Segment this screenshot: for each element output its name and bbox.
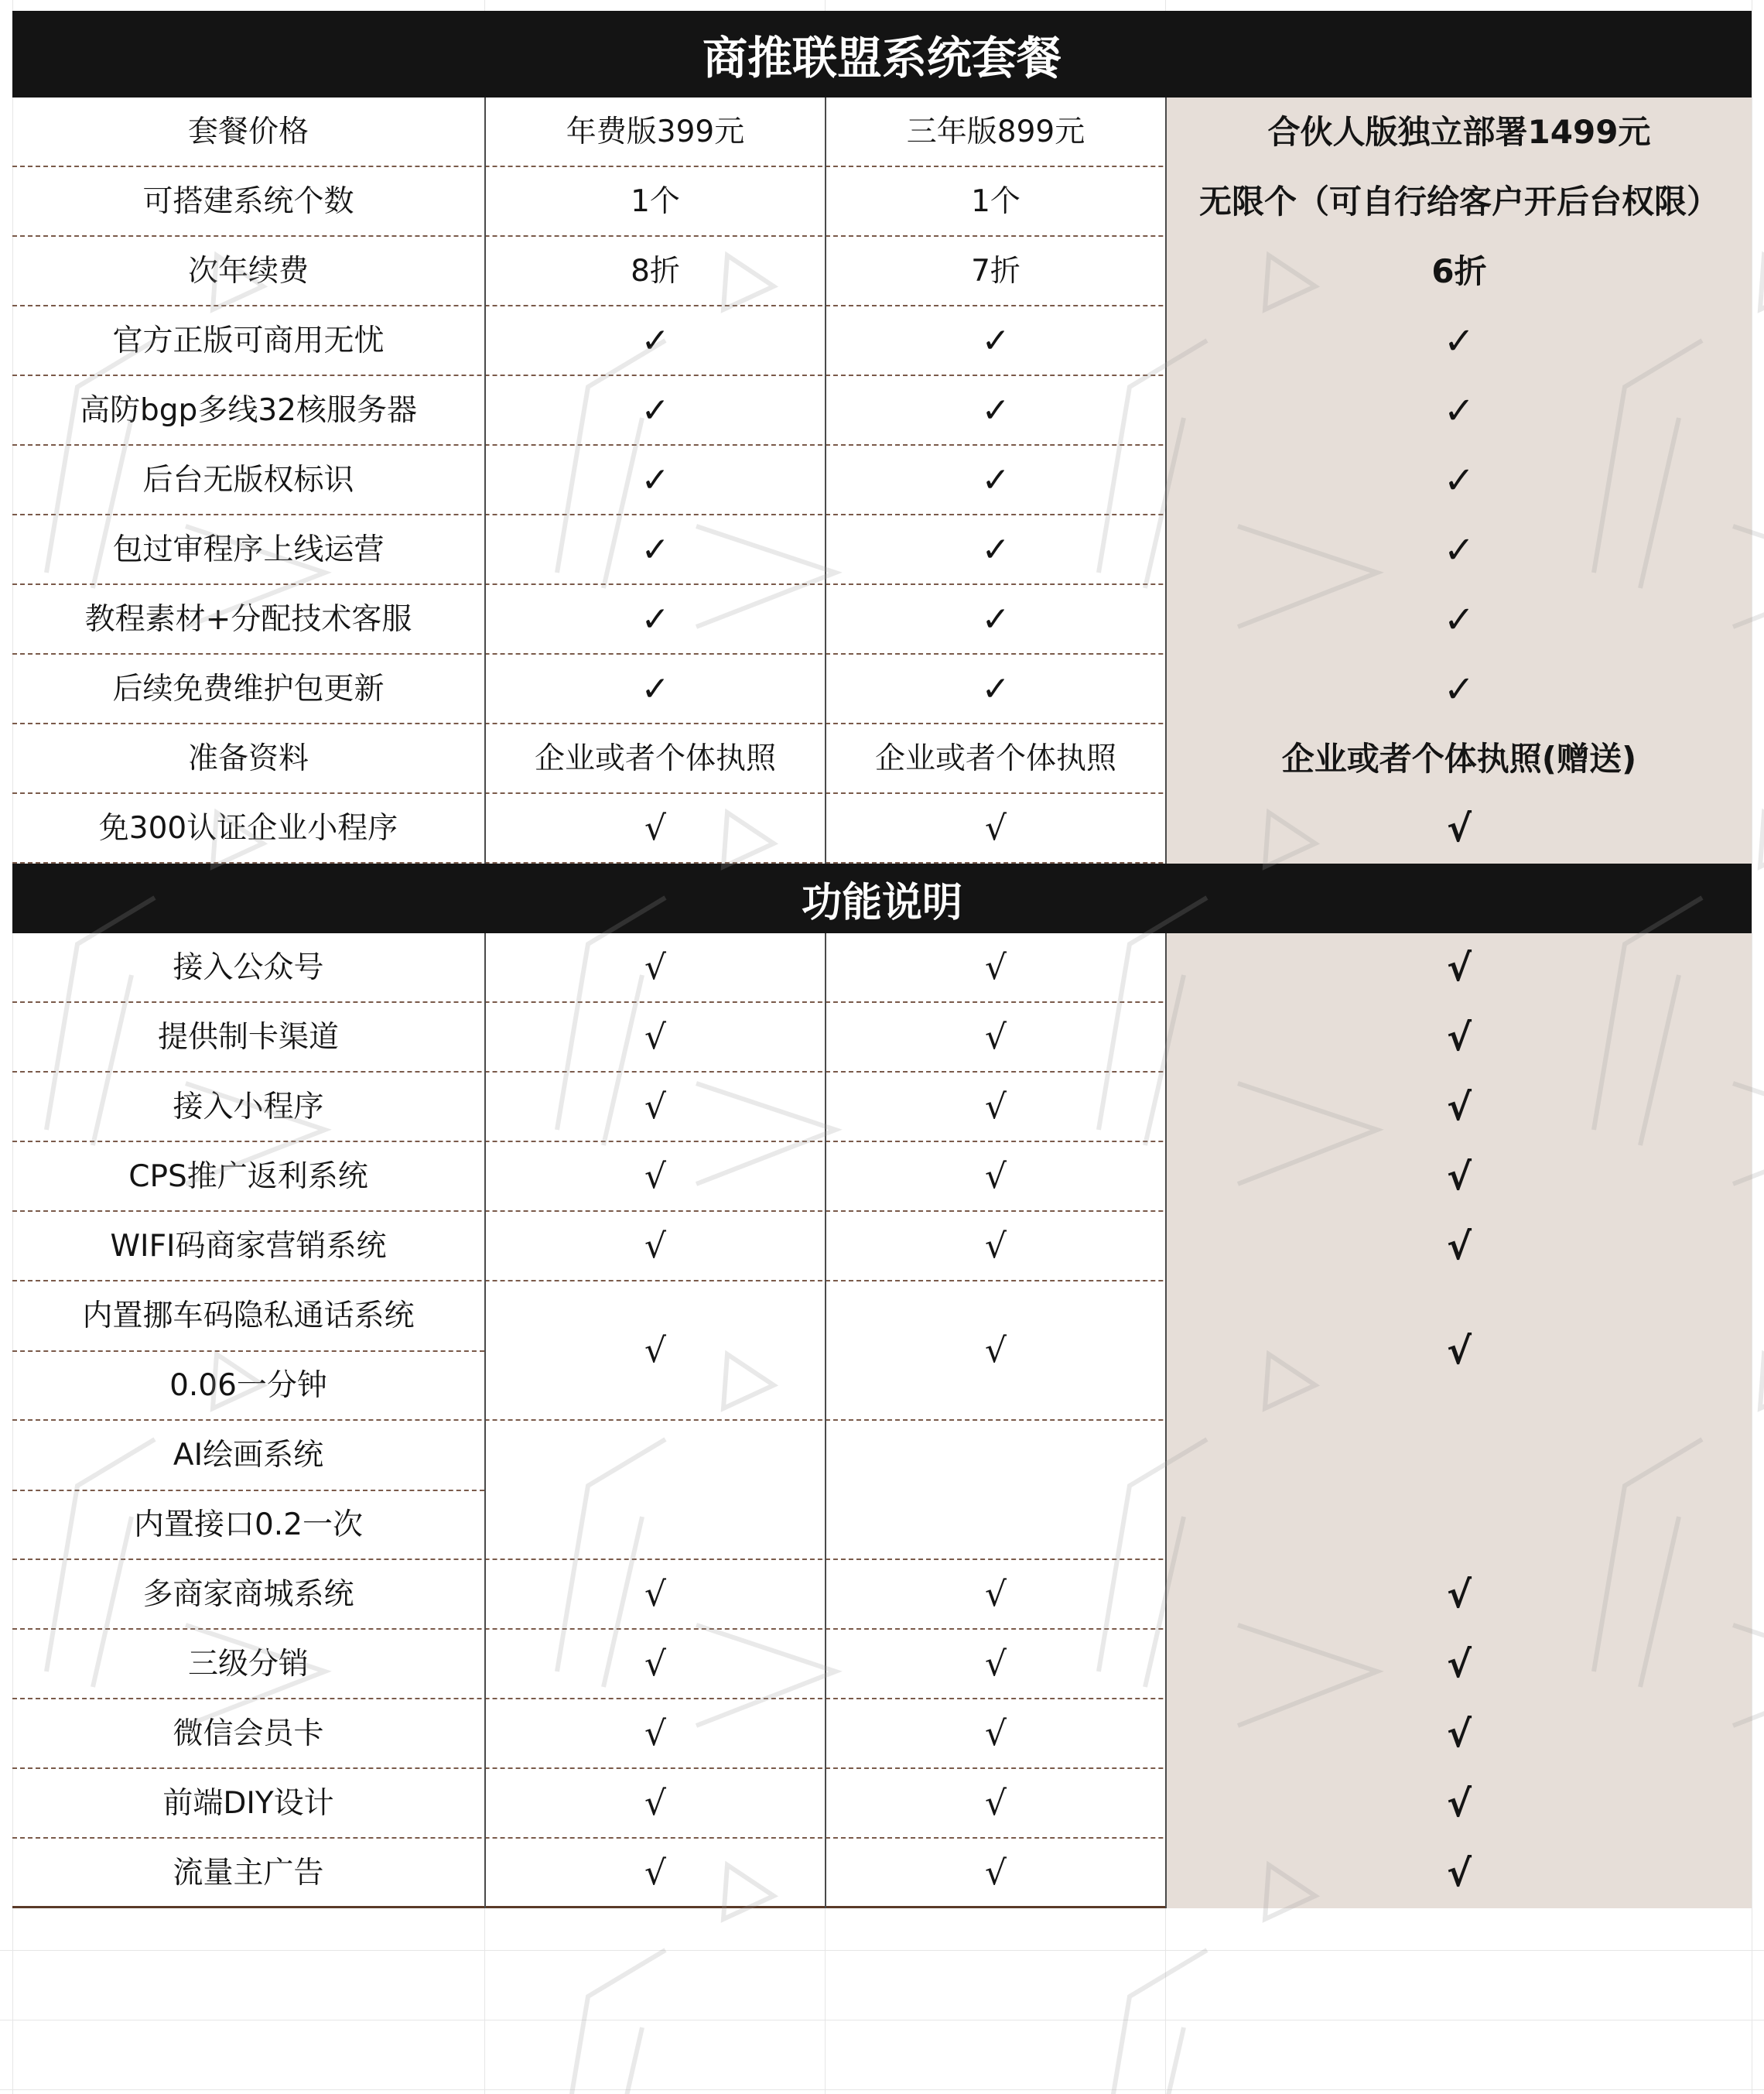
check-mark-icon: √ xyxy=(984,808,1007,848)
check-mark-icon: ✓ xyxy=(1443,388,1475,433)
check-mark-icon: ✓ xyxy=(641,390,670,430)
value-cell xyxy=(1165,306,1752,376)
value-cell xyxy=(825,1769,1165,1839)
check-mark-icon: √ xyxy=(984,1574,1007,1614)
value-cell xyxy=(1165,98,1752,167)
row-label: CPS推广返利系统 xyxy=(128,1158,368,1194)
value-cell xyxy=(484,655,825,724)
value-cell xyxy=(484,724,825,794)
label-cell xyxy=(12,167,484,237)
check-mark-icon: √ xyxy=(644,1330,667,1370)
row-label: 官方正版可商用无忧 xyxy=(112,323,385,358)
value-cell xyxy=(825,1073,1165,1142)
check-mark-icon: ✓ xyxy=(641,320,670,361)
value-cell xyxy=(1165,1212,1752,1281)
row-label: WIFI码商家营销系统 xyxy=(110,1228,387,1264)
row-divider xyxy=(12,1490,484,1491)
value-cell xyxy=(484,376,825,446)
check-mark-icon: √ xyxy=(984,1644,1007,1684)
value-cell xyxy=(1165,1142,1752,1212)
value-cell xyxy=(1165,655,1752,724)
cell-value: 1个 xyxy=(631,183,680,219)
value-cell xyxy=(1165,1769,1752,1839)
check-mark-icon: ✓ xyxy=(981,460,1010,500)
value-cell xyxy=(484,1560,825,1630)
label-cell xyxy=(12,237,484,306)
row-label: 可搭建系统个数 xyxy=(142,183,354,219)
label-cell xyxy=(12,655,484,724)
label-cell xyxy=(12,1142,484,1212)
value-cell xyxy=(484,1212,825,1281)
value-cell xyxy=(825,98,1165,167)
check-mark-icon: √ xyxy=(644,808,667,848)
value-cell xyxy=(1165,794,1752,864)
value-cell xyxy=(1165,724,1752,794)
check-mark-icon: √ xyxy=(984,1330,1007,1370)
check-mark-icon: √ xyxy=(984,1156,1007,1196)
check-mark-icon: ✓ xyxy=(981,599,1010,639)
value-cell xyxy=(825,794,1165,864)
value-cell xyxy=(484,1699,825,1769)
check-mark-icon: √ xyxy=(1446,806,1472,850)
row-label: 0.06一分钟 xyxy=(169,1367,327,1403)
check-mark-icon: √ xyxy=(644,1644,667,1684)
row-label: 内置接口0.2一次 xyxy=(133,1507,364,1542)
label-cell xyxy=(12,1421,484,1490)
value-cell xyxy=(825,585,1165,655)
cell-value: 企业或者个体执照 xyxy=(534,741,776,776)
value-cell xyxy=(1165,515,1752,585)
row-label: 包过审程序上线运营 xyxy=(112,532,385,567)
check-mark-icon: ✓ xyxy=(641,599,670,639)
value-cell xyxy=(1165,446,1752,515)
check-mark-icon: ✓ xyxy=(1443,528,1475,572)
value-cell xyxy=(825,1630,1165,1699)
cell-value: 企业或者个体执照(赠送) xyxy=(1281,739,1637,778)
row-label: 接入小程序 xyxy=(173,1089,324,1124)
value-cell xyxy=(825,376,1165,446)
row-label: 内置挪车码隐私通话系统 xyxy=(82,1298,415,1333)
value-cell xyxy=(1165,1560,1752,1630)
check-mark-icon: √ xyxy=(644,1783,667,1823)
value-cell xyxy=(825,1212,1165,1281)
check-mark-icon: ✓ xyxy=(1443,667,1475,711)
check-mark-icon: √ xyxy=(1446,1781,1472,1825)
value-cell xyxy=(1165,585,1752,655)
value-cell xyxy=(484,167,825,237)
value-cell xyxy=(1165,1073,1752,1142)
check-mark-icon: ✓ xyxy=(641,669,670,709)
check-mark-icon: √ xyxy=(644,1156,667,1196)
check-mark-icon: √ xyxy=(644,1713,667,1754)
value-cell xyxy=(825,1699,1165,1769)
check-mark-icon: √ xyxy=(644,1574,667,1614)
label-cell xyxy=(12,794,484,864)
label-cell xyxy=(12,1769,484,1839)
check-mark-icon: √ xyxy=(984,947,1007,987)
check-mark-icon: ✓ xyxy=(1443,319,1475,363)
row-label: 后台无版权标识 xyxy=(142,462,354,498)
row-label: 多商家商城系统 xyxy=(142,1576,354,1612)
label-cell xyxy=(12,98,484,167)
label-cell xyxy=(12,306,484,376)
value-cell xyxy=(825,933,1165,1003)
row-label: 流量主广告 xyxy=(173,1855,324,1890)
row-label: 套餐价格 xyxy=(187,114,309,149)
row-label: 提供制卡渠道 xyxy=(157,1019,339,1055)
value-cell xyxy=(484,1630,825,1699)
label-cell xyxy=(12,1560,484,1630)
check-mark-icon: √ xyxy=(984,1017,1007,1057)
check-mark-icon: √ xyxy=(1446,1155,1472,1199)
check-mark-icon: √ xyxy=(644,1017,667,1057)
cell-value: 7折 xyxy=(971,253,1020,289)
check-mark-icon: √ xyxy=(1446,1085,1472,1129)
value-cell xyxy=(825,306,1165,376)
row-label: 前端DIY设计 xyxy=(162,1785,334,1821)
value-cell xyxy=(825,655,1165,724)
value-cell xyxy=(484,306,825,376)
row-label: 准备资料 xyxy=(187,741,309,776)
value-cell xyxy=(484,585,825,655)
check-mark-icon: √ xyxy=(1446,1642,1472,1686)
check-mark-icon: √ xyxy=(1446,1224,1472,1268)
label-cell xyxy=(12,446,484,515)
cell-value: 年费版399元 xyxy=(566,114,745,149)
value-cell xyxy=(484,446,825,515)
row-label: AI绘画系统 xyxy=(173,1437,324,1473)
value-cell xyxy=(484,1421,825,1560)
check-mark-icon: ✓ xyxy=(641,460,670,500)
check-mark-icon: √ xyxy=(1446,1851,1472,1895)
check-mark-icon: ✓ xyxy=(1443,597,1475,642)
value-cell xyxy=(1165,1281,1752,1421)
cell-value: 合伙人版独立部署1499元 xyxy=(1267,112,1651,151)
value-cell xyxy=(1165,1630,1752,1699)
row-label: 微信会员卡 xyxy=(173,1716,324,1751)
value-cell xyxy=(825,1281,1165,1421)
label-cell xyxy=(12,1351,484,1421)
label-cell xyxy=(12,724,484,794)
value-cell xyxy=(1165,1421,1752,1560)
check-mark-icon: ✓ xyxy=(981,390,1010,430)
check-mark-icon: √ xyxy=(644,1226,667,1266)
value-cell xyxy=(1165,933,1752,1003)
check-mark-icon: √ xyxy=(1446,1015,1472,1059)
value-cell xyxy=(484,1839,825,1908)
value-cell xyxy=(825,515,1165,585)
row-label: 次年续费 xyxy=(187,253,309,289)
value-cell xyxy=(825,237,1165,306)
row-label: 免300认证企业小程序 xyxy=(98,810,398,846)
check-mark-icon: ✓ xyxy=(981,320,1010,361)
cell-value: 无限个（可自行给客户开后台权限） xyxy=(1198,182,1719,221)
value-cell xyxy=(484,1281,825,1421)
check-mark-icon: √ xyxy=(1446,1712,1472,1756)
check-mark-icon: √ xyxy=(1446,946,1472,990)
value-cell xyxy=(484,98,825,167)
row-label: 高防bgp多线32核服务器 xyxy=(80,392,417,428)
label-cell xyxy=(12,1073,484,1142)
value-cell xyxy=(484,237,825,306)
value-cell xyxy=(1165,167,1752,237)
cell-value: 6折 xyxy=(1431,251,1487,290)
value-cell xyxy=(825,1003,1165,1073)
label-cell xyxy=(12,376,484,446)
value-cell xyxy=(484,933,825,1003)
value-cell xyxy=(1165,237,1752,306)
cell-value: 企业或者个体执照 xyxy=(874,741,1116,776)
cell-value: 1个 xyxy=(971,183,1020,219)
row-label: 后续免费维护包更新 xyxy=(112,671,385,707)
value-cell xyxy=(825,446,1165,515)
value-cell xyxy=(825,1421,1165,1560)
label-cell xyxy=(12,585,484,655)
row-label: 教程素材+分配技术客服 xyxy=(84,601,412,637)
value-cell xyxy=(1165,1003,1752,1073)
label-cell xyxy=(12,933,484,1003)
row-label: 接入公众号 xyxy=(173,949,324,985)
check-mark-icon: ✓ xyxy=(641,529,670,570)
check-mark-icon: ✓ xyxy=(981,669,1010,709)
check-mark-icon: √ xyxy=(1446,1572,1472,1617)
cell-value: 8折 xyxy=(631,253,680,289)
check-mark-icon: √ xyxy=(984,1086,1007,1127)
value-cell xyxy=(825,167,1165,237)
table-title: 商推联盟系统套餐 xyxy=(12,11,1752,98)
section-title: 功能说明 xyxy=(12,864,1752,933)
label-cell xyxy=(12,1630,484,1699)
check-mark-icon: √ xyxy=(984,1783,1007,1823)
check-mark-icon: ✓ xyxy=(981,529,1010,570)
cell-value: 三年版899元 xyxy=(906,114,1085,149)
check-mark-icon: √ xyxy=(984,1853,1007,1893)
value-cell xyxy=(484,1769,825,1839)
check-mark-icon: √ xyxy=(644,1853,667,1893)
label-cell xyxy=(12,1839,484,1908)
row-label: 三级分销 xyxy=(187,1646,309,1682)
value-cell xyxy=(825,1560,1165,1630)
value-cell xyxy=(484,515,825,585)
label-cell xyxy=(12,515,484,585)
check-mark-icon: √ xyxy=(644,947,667,987)
label-cell xyxy=(12,1281,484,1351)
value-cell xyxy=(1165,1839,1752,1908)
check-mark-icon: √ xyxy=(984,1226,1007,1266)
label-cell xyxy=(12,1003,484,1073)
value-cell xyxy=(1165,1699,1752,1769)
value-cell xyxy=(484,1142,825,1212)
pricing-table xyxy=(12,11,1752,1910)
value-cell xyxy=(484,794,825,864)
value-cell xyxy=(825,1839,1165,1908)
value-cell xyxy=(484,1003,825,1073)
row-divider xyxy=(12,1350,484,1352)
value-cell xyxy=(484,1073,825,1142)
check-mark-icon: ✓ xyxy=(1443,458,1475,502)
check-mark-icon: √ xyxy=(644,1086,667,1127)
label-cell xyxy=(12,1699,484,1769)
value-cell xyxy=(1165,376,1752,446)
check-mark-icon: √ xyxy=(984,1713,1007,1754)
check-mark-icon: √ xyxy=(1446,1329,1472,1373)
value-cell xyxy=(825,724,1165,794)
value-cell xyxy=(825,1142,1165,1212)
label-cell xyxy=(12,1490,484,1560)
label-cell xyxy=(12,1212,484,1281)
